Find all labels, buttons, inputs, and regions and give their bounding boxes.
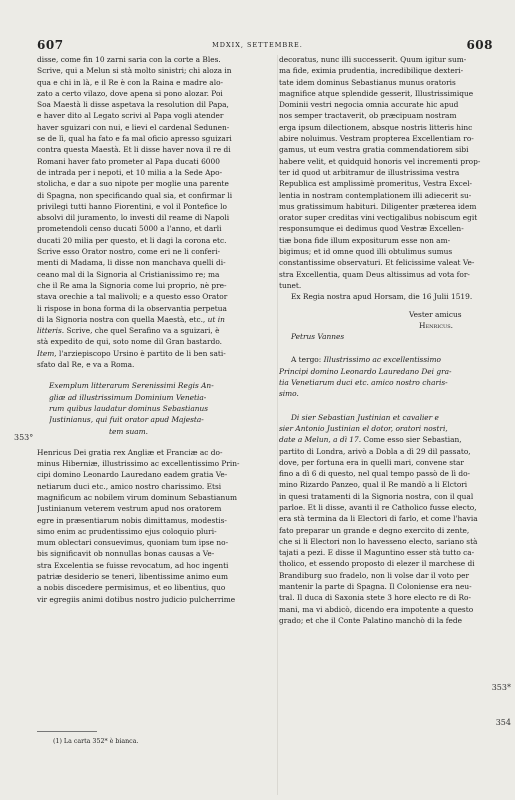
- footnote: (1) La carta 352* è bianca.: [53, 738, 139, 745]
- heading-line: Exemplum litterarum Serenissimi Regis An-: [49, 381, 214, 391]
- text-line: habere velit, et quidquid honoris vel incrementi prop-: [279, 156, 481, 166]
- heading-line: tem suam.: [109, 426, 149, 436]
- right-column: [279, 54, 493, 626]
- text-line: Justinianum veterem vestrum apud nos oratorem: [37, 504, 222, 514]
- running-head: MDXIX, SETTEMBRE.: [212, 41, 303, 49]
- text-line: tral. Il duca di Saxonia stete 3 hore electo re di Ro-: [279, 593, 471, 603]
- text-line: [279, 434, 493, 445]
- text-line: che il Re ama la Signoria come lui proprio, nè pre-: [37, 280, 227, 290]
- text-line: fino a dì 6 di questo, nel qual tempo passò de lì do-: [279, 469, 471, 479]
- text-line: stra Excelentia se fuisse revocatum, ad hoc ingenti: [37, 560, 229, 570]
- date-line: Ex Regia nostra apud Horsam, die 16 Julii 1519.: [291, 292, 473, 302]
- in-litteris-phrase: ut in: [207, 314, 225, 324]
- latin-letter-text: [37, 447, 276, 605]
- text-line: menti di Madama, li disse non manchava quelli di-: [37, 258, 226, 268]
- text-line: Brandiburg suo fradelo, non li volse dar il voto per: [279, 570, 469, 580]
- closing-line: Vester amicus: [409, 309, 462, 319]
- heading-line: Di sier Sebastian Justinian et cavalier e: [291, 412, 439, 422]
- text-line: ter id quod ut arbitramur de illustrissima vestra: [279, 167, 460, 177]
- text-line: stra Excellentia, quam Deus altissimus ad vota for-: [279, 269, 470, 279]
- text-line: [37, 348, 276, 359]
- text-line: Dominii vestri negocia omnia accurate hic apud: [279, 100, 459, 110]
- text-line: era stà termina da li Electori di farlo, et come l'havia: [279, 514, 478, 524]
- text-line: privilegi tutti hanno Fiorentini, e vol il Pontefice lo: [37, 201, 227, 211]
- text-line-part: Come esso sier Sebastian,: [361, 435, 462, 445]
- heading-line: rum quibus laudatur dominus Sebastianus: [49, 403, 209, 413]
- text-line: de intrada per i nepoti, et 10 milia a la Sede Apo-: [37, 167, 223, 177]
- text-line: gamus, ut eum vestra gratia commendatiorem sibi: [279, 145, 469, 155]
- text-line: tate idem dominus Sebastianus munus oratoris: [279, 77, 456, 87]
- text-line: Henricus Dei gratia rex Angliæ et Franciæ ac do-: [37, 447, 223, 457]
- address-line: tia Venetiarum duci etc. amico nostro charis-: [279, 378, 448, 388]
- text-line: in quesi tratamenti di la Signoria nostra, con il qual: [279, 491, 474, 501]
- text-line: ceano mal di la Signoria al Cristianissimo re; ma: [37, 269, 220, 279]
- text-line: prometendoli censo ducati 5000 a l'anno, et darli: [37, 224, 222, 234]
- text-line: [37, 325, 276, 336]
- text-line: decoratus, nunc illi successerit. Quum igitur sum-: [279, 55, 467, 64]
- text-line: Soa Maestà li disse aspetava la resolution dil Papa,: [37, 100, 229, 110]
- signature: Henricus.: [419, 320, 454, 330]
- text-line-part: di la Signoria nostra con quella Maestà, etc.,: [37, 314, 208, 324]
- text-line: stava orechie a tal malivoli; e a questo esso Orator: [37, 292, 228, 302]
- text-line: disse, come fin 10 zarni saria con la corte a Bles.: [37, 55, 221, 64]
- text-line: a nobis discedere permisimus, et eo libentius, quo: [37, 583, 226, 593]
- text-line: tajati a pezi. E disse il Maguntino esser stà tutto ca-: [279, 548, 475, 558]
- text-line: constantissime observaturi. Et felicissime valeat Ve-: [279, 258, 475, 268]
- text-line: stolicha, e dar a suo nipote per moglie una parente: [37, 179, 229, 189]
- heading-line: sier Antonio Justinian el dotor, oratori nostri,: [279, 423, 448, 433]
- page-gutter: [277, 55, 278, 795]
- heading-line: date a Melun, a dì 17.: [279, 435, 362, 445]
- text-line: bigimus; et id omne quod illi obtulimus sumus: [279, 247, 453, 257]
- text-line: mus gratissimum habituri. Diligenter præterea idem: [279, 201, 477, 211]
- text-line: tiæ bona fide illum expositurum esse non am-: [279, 235, 451, 245]
- text-line: cipi domino Leonardo Lauredano eadem gratia Ve-: [37, 470, 228, 480]
- left-column: [37, 54, 276, 605]
- text-line: fato preparar un grande e degno exercito di zente,: [279, 525, 470, 535]
- text-line: magnifice atque splendide gesserit, Illustrissimique: [279, 88, 474, 98]
- address-block: [279, 354, 493, 399]
- text-line: mino Rizardo Panzeo, qual il Re mandò a li Elctori: [279, 480, 468, 490]
- letter-summary: [279, 412, 493, 627]
- text-line: tholico, et essendo proposto di elezer il marchese di: [279, 559, 475, 569]
- text-line: [279, 354, 493, 365]
- text-line: vir egregiis animi dotibus nostro judicio pulcherrime: [37, 594, 236, 604]
- text-line: magnificum ac nobilem virum dominum Sebastianum: [37, 492, 238, 502]
- text-line: se de lì, qual ha fato e fa mal oficio apresso sguizari: [37, 134, 232, 144]
- text-line: e haver dito al Legato scrivi al Papa vogli atender: [37, 111, 224, 121]
- text-line: mani, ma vi abdicò, dicendo era impotente a questo: [279, 604, 474, 614]
- left-page-number: 607: [37, 38, 64, 52]
- text-line: minus Hiberniæ, illustrissimo ac excellentissimo Prin-: [37, 459, 240, 469]
- heading-line: gliæ ad illustrissimum Dominium Venetia-: [49, 392, 207, 402]
- text-line: partito di Londra, arivò a Dobla a dì 29 dil passato,: [279, 446, 471, 456]
- text-line: li rispose in bona forma di la observantia perpetua: [37, 303, 227, 313]
- text-line: netiarum duci etc., amico nostro charissimo. Etsi: [37, 481, 222, 491]
- text-line: mantenir la parte di Spagna. Il Coloniense era neu-: [279, 582, 472, 592]
- text-line: grado; et che il Conte Palatino manchò di la fede: [279, 615, 462, 625]
- address-line: simo.: [279, 389, 299, 399]
- item-label: Item,: [37, 348, 57, 358]
- text-line: ducati 20 milia per questo, et li dagi la corona etc.: [37, 235, 227, 245]
- address-label: A tergo:: [291, 355, 322, 365]
- text-line: simo enim ac prudentissimo ejus coloquio pluri-: [37, 526, 217, 536]
- text-line: contra questa Maestà. Et li disse haver nova il re di: [37, 145, 231, 155]
- address-line: Illustrissimo ac excellentissimo: [323, 355, 441, 365]
- text-line: mum oblectari consuevimus, quoniam tum ipse no-: [37, 538, 229, 548]
- margin-note-right-1: 353*: [491, 683, 511, 692]
- text-line: dove, per fortuna era in quelli mari, convene star: [279, 457, 464, 467]
- text-line: orator super creditas vini vectigalibus nobiscum egit: [279, 213, 478, 223]
- text-line: [37, 314, 276, 325]
- text-line: Scrive, qui a Melun si stà molto sinistri; chi aloza in: [37, 66, 232, 76]
- text-line: lentia in nostram contemplationem illi adiecerit su-: [279, 190, 472, 200]
- text-line: che si li Electori non lo havesseno electo, sariano stà: [279, 536, 478, 546]
- text-line: patriæ desiderio se teneri, libentissime animo eum: [37, 572, 229, 582]
- text-line: nos semper tractaverit, ob præcipuam nostram: [279, 111, 457, 121]
- text-line: abire noluimus. Vestram propterea Excellentiam ro-: [279, 134, 474, 144]
- margin-note-right-2: 354: [495, 718, 511, 727]
- text-line: parloe. Et li disse, avanti il re Catholico fusse electo,: [279, 502, 477, 512]
- right-paragraph-1: [279, 54, 493, 303]
- text-line: Romani haver fato prometer al Papa ducati 6000: [37, 156, 220, 166]
- text-line: responsumque ei dedimus quod Vestræ Excellen-: [279, 224, 464, 234]
- letter-heading: [37, 380, 276, 436]
- text-line-part: Scrive, che quel Serafino va a sguizari, è: [64, 326, 220, 336]
- text-line: di Spagna, non specificando qual sia, et confirmar li: [37, 190, 233, 200]
- margin-note-left: 353°: [14, 433, 34, 442]
- text-line: sfato dal Re, e va a Roma.: [37, 360, 135, 370]
- text-line: haver sguizari con nui, e lievi el cardenal Sedunen-: [37, 122, 230, 132]
- in-litteris-phrase-cont: litteris.: [37, 326, 65, 336]
- text-line: qua e chi in là, e il Re è con la Raina e madre alo-: [37, 77, 224, 87]
- text-line: tunet.: [279, 280, 302, 290]
- text-line: bis significavit ob nonnullas bonas causas a Ve-: [37, 549, 215, 559]
- text-line: ma fide, eximia prudentia, incredibilique dexteri-: [279, 66, 464, 76]
- text-line: erga ipsum dilectionem, absque nostris litteris hinc: [279, 122, 473, 132]
- footnote-rule: [37, 731, 97, 732]
- text-line: zato a certo vilazo, dove apena si pono alozar. Poi: [37, 88, 223, 98]
- right-page-number: 608: [466, 38, 493, 52]
- text-line: absolvi dil juramento, lo investi dil reame di Napoli: [37, 213, 230, 223]
- text-line: Scrive esso Orator nostro, come eri ne li conferi-: [37, 247, 221, 257]
- text-line: stà expedito de qui, soto nome dil Gran bastardo.: [37, 337, 222, 347]
- text-line: egre in præsentiarum nobis dimittamus, modestis-: [37, 515, 227, 525]
- text-line-part: l'arziepiscopo Ursino è partito de li ben sati-: [58, 348, 226, 358]
- secretary-name: Petrus Vannes: [291, 332, 345, 342]
- heading-line: Justinianus, qui fuit orator apud Majesta-: [49, 415, 204, 425]
- left-paragraph-1: [37, 54, 276, 370]
- address-line: Principi domino Leonardo Lauredano Dei gra-: [279, 366, 452, 376]
- text-line: Republica est amplissimè promeritus, Vestra Excel-: [279, 179, 473, 189]
